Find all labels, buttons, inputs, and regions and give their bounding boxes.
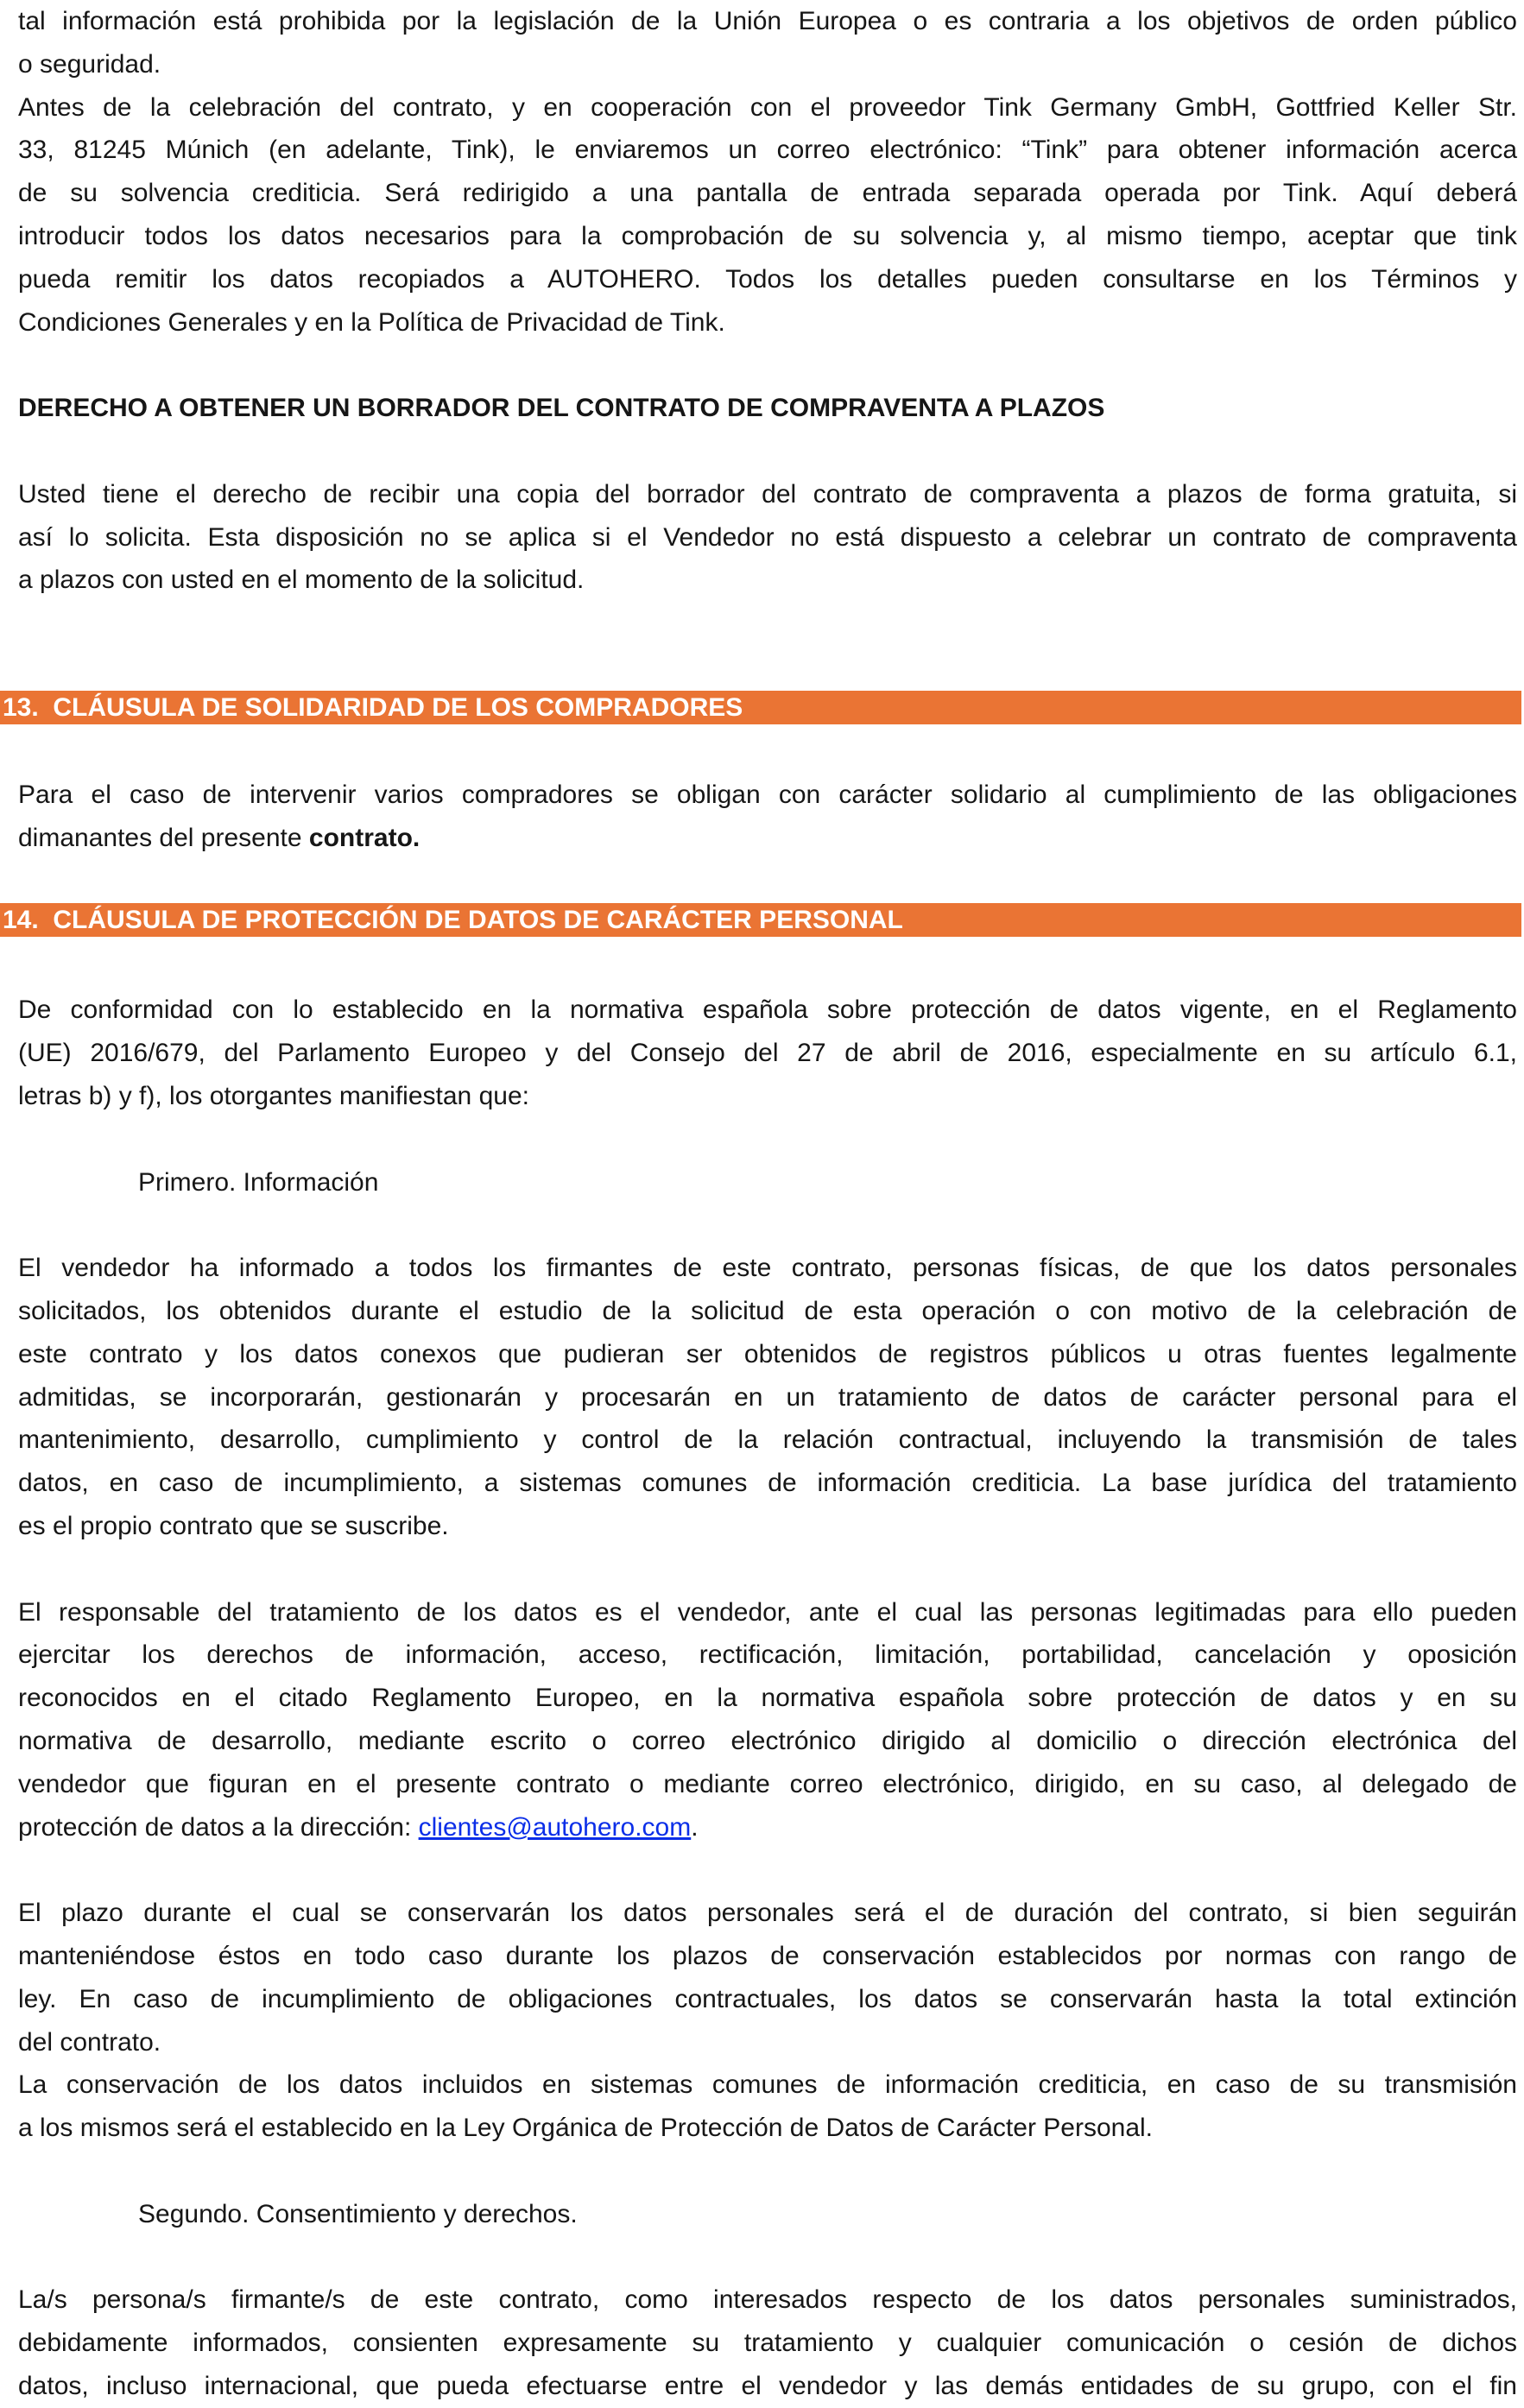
heading-borrador: DERECHO A OBTENER UN BORRADOR DEL CONTRATO DE COMPRAVENTA A PLAZOS <box>18 394 1105 422</box>
text-line: o seguridad. <box>18 50 161 79</box>
text-line: ejercitar los derechos de información, acceso, rectificación, limitación, portabilidad, cancelación y oposición <box>18 1640 1517 1669</box>
text-line: mantenimiento, desarrollo, cumplimiento y control de la relación contractual, incluyendo la transmisión de tales <box>18 1425 1517 1454</box>
text-line: admitidas, se incorporarán, gestionarán y procesarán en un tratamiento de datos de carácter personal para el <box>18 1383 1517 1412</box>
text-line: La/s persona/s firmante/s de este contrato, como interesados respecto de los datos personales suministrados, <box>18 2285 1517 2314</box>
text-line: de su solvencia crediticia. Será redirigido a una pantalla de entrada separada operada por Tink. Aquí deberá <box>18 179 1517 207</box>
text-line: Condiciones Generales y en la Política de Privacidad de Tink. <box>18 308 725 337</box>
text-line: pueda remitir los datos recopiados a AUTOHERO. Todos los detalles pueden consultarse en los Términos y <box>18 265 1517 294</box>
text-line: manteniéndose éstos en todo caso durante los plazos de conservación establecidos por normas con rango de <box>18 1942 1517 1970</box>
text-line: Usted tiene el derecho de recibir una copia del borrador del contrato de compraventa a plazos de forma gratuita, si <box>18 480 1517 509</box>
bold-contrato: contrato. <box>308 824 421 852</box>
text-line: Antes de la celebración del contrato, y en cooperación con el proveedor Tink Germany GmbH, Gottfried Keller Str. <box>18 93 1517 122</box>
text-line <box>18 817 1517 860</box>
text-line: este contrato y los datos conexos que pudieran ser obtenidos de registros públicos u otras fuentes legalmente <box>18 1340 1517 1368</box>
text-line: vendedor que figuran en el presente contrato o mediante correo electrónico, dirigido, en su caso, al delegado de <box>18 1770 1517 1798</box>
text-segment: dimanantes del presente <box>18 824 309 852</box>
text-line: La conservación de los datos incluidos en sistemas comunes de información crediticia, en caso de su transmisión <box>18 2070 1517 2099</box>
text-line: tal información está prohibida por la legislación de la Unión Europea o es contraria a los objetivos de orden público <box>18 7 1517 35</box>
text-segment: protección de datos a la dirección: <box>18 1813 419 1842</box>
text-line: reconocidos en el citado Reglamento Europeo, en la normativa española sobre protección de datos y en su <box>18 1684 1517 1712</box>
text-segment: . <box>691 1813 699 1842</box>
text-line: De conformidad con lo establecido en la normativa española sobre protección de datos vigente, en el Reglamento <box>18 995 1517 1024</box>
text-line: debidamente informados, consienten expresamente su tratamiento y cualquier comunicación o cesión de dichos <box>18 2329 1517 2357</box>
email-link[interactable]: clientes@autohero.com <box>418 1813 692 1842</box>
text-line: datos, incluso internacional, que pueda efectuarse entre el vendedor y las demás entidades de su grupo, con el fin <box>18 2372 1517 2400</box>
text-line: Para el caso de intervenir varios compradores se obligan con carácter solidario al cumplimiento de las obligaciones <box>18 781 1517 809</box>
text-line <box>18 1806 1517 1849</box>
text-line: normativa de desarrollo, mediante escrito o correo electrónico dirigido al domicilio o dirección electrónica del <box>18 1727 1517 1755</box>
text-line: así lo solicita. Esta disposición no se aplica si el Vendedor no está dispuesto a celebrar un contrato de compraventa <box>18 523 1517 552</box>
text-line: es el propio contrato que se suscribe. <box>18 1512 449 1540</box>
text-line: letras b) y f), los otorgantes manifiestan que: <box>18 1082 529 1110</box>
text-line: (UE) 2016/679, del Parlamento Europeo y del Consejo del 27 de abril de 2016, especialmente en su artículo 6.1, <box>18 1039 1517 1067</box>
text-line: ley. En caso de incumplimiento de obligaciones contractuales, los datos se conservarán hasta la total extinción <box>18 1985 1517 2013</box>
text-line: datos, en caso de incumplimiento, a sistemas comunes de información crediticia. La base jurídica del tratamiento <box>18 1469 1517 1497</box>
subheading-primero: Primero. Información <box>138 1168 379 1197</box>
text-line: a los mismos será el establecido en la Ley Orgánica de Protección de Datos de Carácter Personal. <box>18 2114 1154 2142</box>
text-line: El vendedor ha informado a todos los firmantes de este contrato, personas físicas, de que los datos personales <box>18 1254 1517 1282</box>
text-line: a plazos con usted en el momento de la solicitud. <box>18 566 585 594</box>
section-14-header: 14. CLÁUSULA DE PROTECCIÓN DE DATOS DE CARÁCTER PERSONAL <box>0 903 1521 937</box>
text-line: 33, 81245 Múnich (en adelante, Tink), le enviaremos un correo electrónico: “Tink” para obtener información acerca <box>18 136 1517 164</box>
section-13-header: 13. CLÁUSULA DE SOLIDARIDAD DE LOS COMPRADORES <box>0 691 1521 724</box>
text-line: El plazo durante el cual se conservarán los datos personales será el de duración del contrato, si bien seguirán <box>18 1899 1517 1927</box>
text-line: solicitados, los obtenidos durante el estudio de la solicitud de esta operación o con motivo de la celebración de <box>18 1297 1517 1325</box>
subheading-segundo: Segundo. Consentimiento y derechos. <box>138 2200 578 2228</box>
text-line: del contrato. <box>18 2028 161 2057</box>
text-line: El responsable del tratamiento de los datos es el vendedor, ante el cual las personas legitimadas para ello pueden <box>18 1598 1517 1627</box>
text-line: introducir todos los datos necesarios para la comprobación de su solvencia y, al mismo tiempo, aceptar que tink <box>18 222 1517 250</box>
